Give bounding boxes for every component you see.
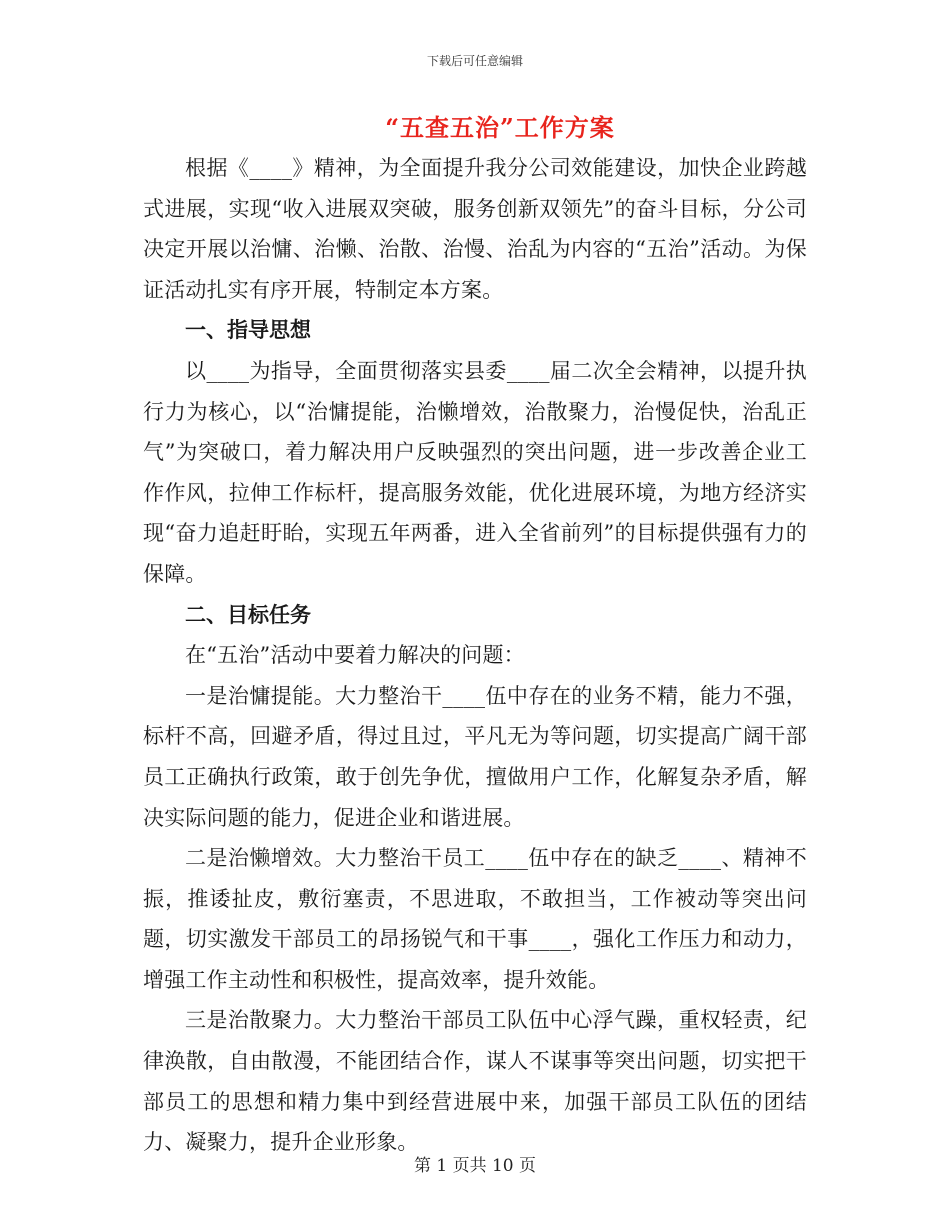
section-heading-objectives: 二、目标任务 <box>185 601 311 627</box>
objectives-intro-paragraph: 在“五治”活动中要着力解决的问题： <box>185 643 525 668</box>
section-heading-guiding-ideology: 一、指导思想 <box>185 317 311 343</box>
item-two-paragraph: 二是治懒增效。大力整治干员工____伍中存在的缺乏____、精神不振，推诿扯皮，敷衍塞责，不思进取，不敢担当，工作被动等突出问题，切实激发干部员工的昂扬锐气和干事____，强化工作压力和动力，增强工作主动性和积极性，提高效率，提升效能。 <box>143 846 807 992</box>
document-title: “五查五治”工作方案 <box>385 113 615 142</box>
item-one-paragraph: 一是治慵提能。大力整治干____伍中存在的业务不精，能力不强，标杆不高，回避矛盾，得过且过，平凡无为等问题，切实提高广阔干部员工正确执行政策，敢于创先争优，擅做用户工作，化解复杂矛盾，解决实际问题的能力，促进企业和谐进展。 <box>143 683 807 830</box>
document-body <box>143 148 807 1163</box>
guiding-ideology-paragraph: 以____为指导，全面贯彻落实县委____届二次全会精神，以提升执行力为核心，以“治慵提能，治懒增效，治散聚力，治慢促快，治乱正气”为突破口，着力解决用户反映强烈的突出问题，进一步改善企业工作作风，拉伸工作标杆，提高服务效能，优化进展环境，为地方经济实现“奋力追赶盱眙，实现五年两番，进入全省前列”的目标提供强有力的保障。 <box>143 358 807 586</box>
page-footer-page-number: 第 1 页共 10 页 <box>413 1156 537 1176</box>
intro-paragraph: 根据《____》精神，为全面提升我分公司效能建设，加快企业跨越式进展，实现“收入进展双突破，服务创新双领先”的奋斗目标，分公司决定开展以治慵、治懒、治散、治慢、治乱为内容的“五治”活动。为保证活动扎实有序开展，特制定本方案。 <box>143 156 807 302</box>
item-three-paragraph: 三是治散聚力。大力整治干部员工队伍中心浮气躁，重权轻责，纪律涣散，自由散漫，不能团结合作，谋人不谋事等突出问题，切实把干部员工的思想和精力集中到经营进展中来，加强干部员工队伍的团结力、凝聚力，提升企业形象。 <box>143 1008 807 1155</box>
page-header-note: 下载后可任意编辑 <box>426 54 523 68</box>
